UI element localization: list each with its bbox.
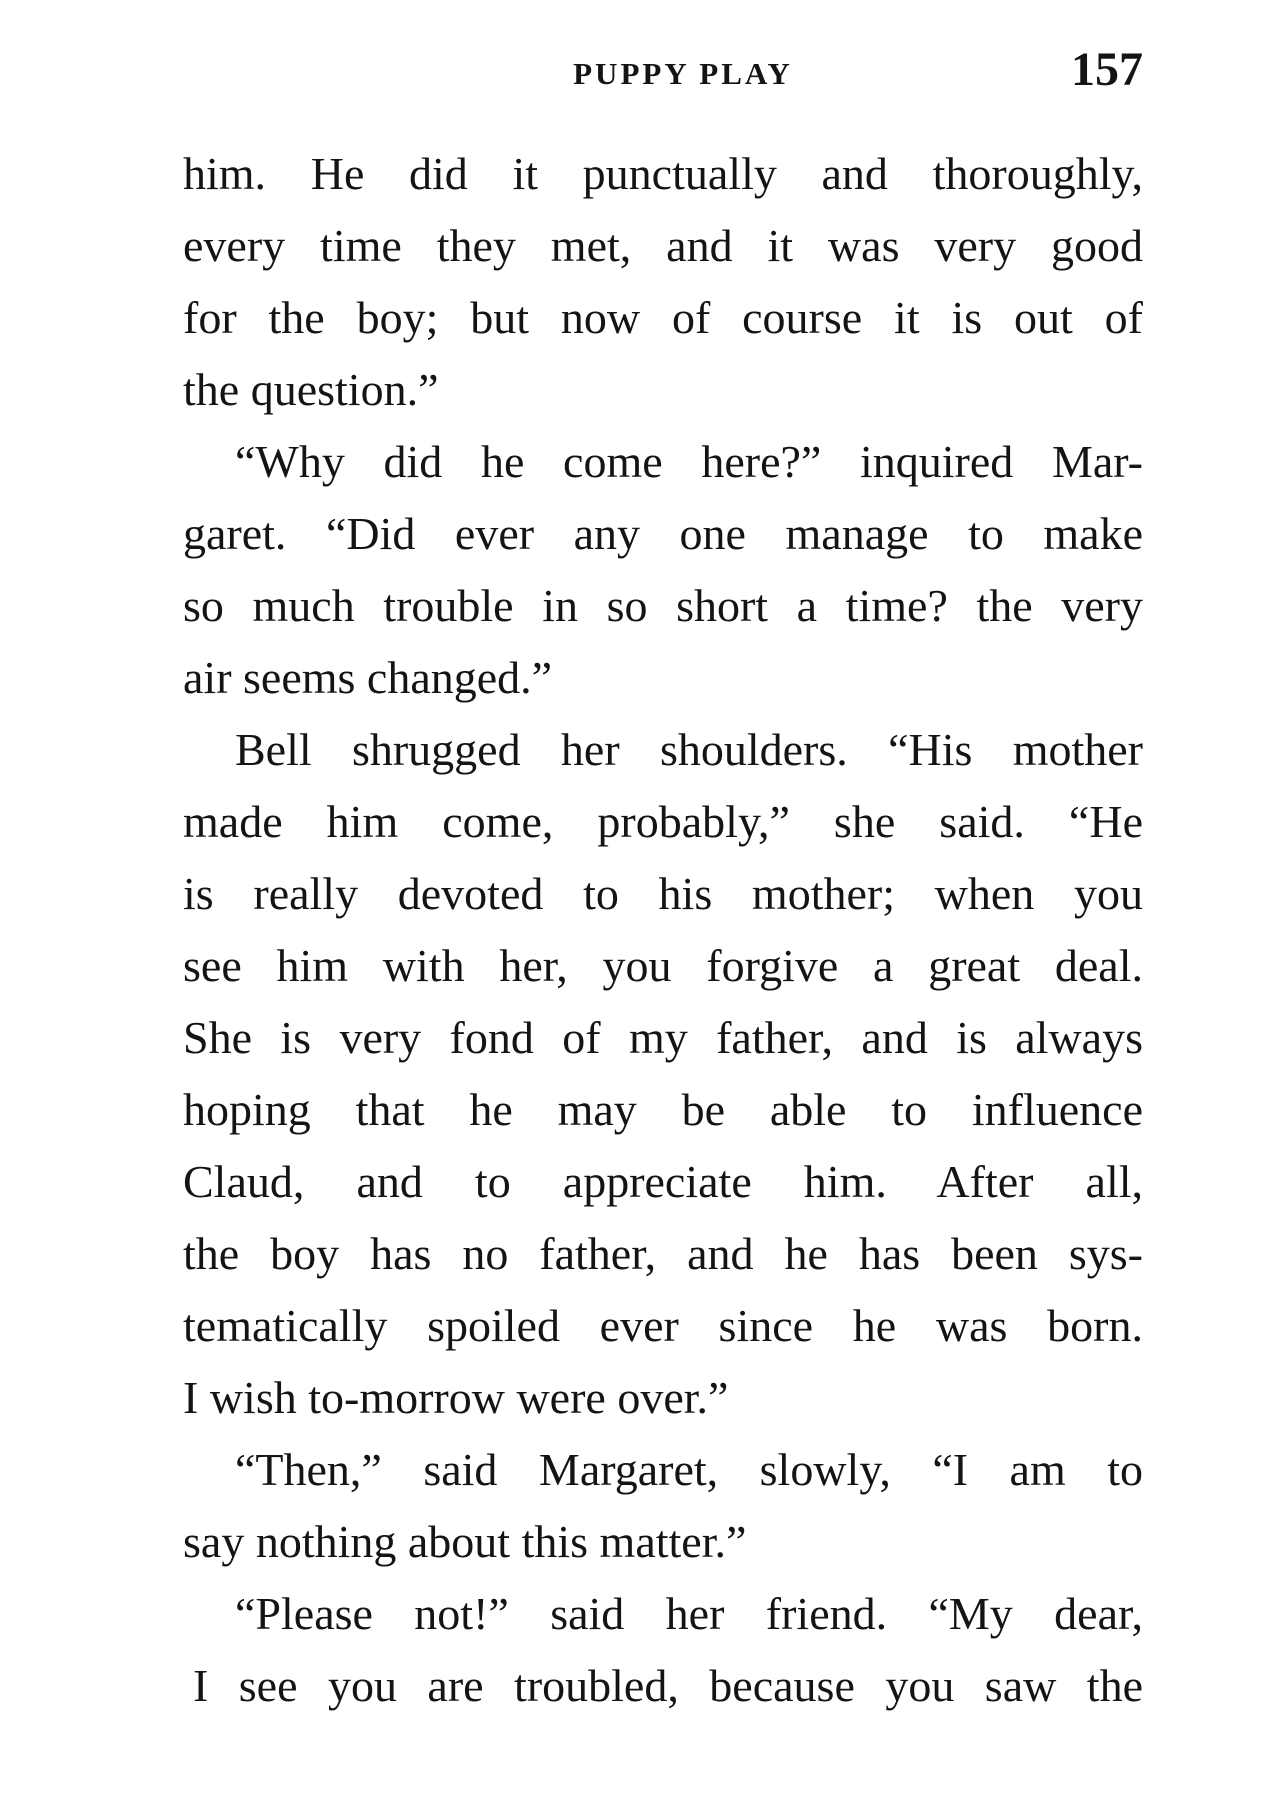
text-line: for the boy; but now of course it is out of — [183, 292, 1143, 343]
text-line: garet. “Did ever any one manage to make — [183, 508, 1143, 559]
running-head — [183, 42, 1143, 112]
body-text — [183, 138, 1143, 1722]
running-title: PUPPY PLAY — [573, 56, 793, 91]
text-line: the question.” — [183, 364, 439, 415]
text-line: air seems changed.” — [183, 652, 553, 703]
text-line: “Why did he come here?” inquired Mar- — [235, 436, 1143, 487]
text-line: made him come, probably,” she said. “He — [183, 796, 1143, 847]
text-line: so much trouble in so short a time? the very — [183, 580, 1143, 631]
text-line: say nothing about this matter.” — [183, 1516, 747, 1567]
text-line: “Then,” said Margaret, slowly, “I am to — [235, 1444, 1143, 1495]
text-line: She is very fond of my father, and is always — [183, 1012, 1143, 1063]
text-line: I see you are troubled, because you saw the — [193, 1660, 1143, 1711]
text-line: hoping that he may be able to influence — [183, 1084, 1143, 1135]
text-line: tematically spoiled ever since he was born. — [183, 1300, 1143, 1351]
text-line: I wish to-morrow were over.” — [183, 1372, 729, 1423]
text-line: the boy has no father, and he has been sys- — [183, 1228, 1143, 1279]
text-line: see him with her, you forgive a great deal. — [183, 940, 1143, 991]
text-line: “Please not!” said her friend. “My dear, — [235, 1588, 1143, 1639]
text-line: every time they met, and it was very good — [183, 220, 1143, 271]
text-line: Bell shrugged her shoulders. “His mother — [235, 724, 1143, 775]
text-line: him. He did it punctually and thoroughly, — [183, 148, 1143, 199]
page-number: 157 — [1071, 43, 1143, 96]
text-line: is really devoted to his mother; when you — [183, 868, 1143, 919]
text-line: Claud, and to appreciate him. After all, — [183, 1156, 1143, 1207]
